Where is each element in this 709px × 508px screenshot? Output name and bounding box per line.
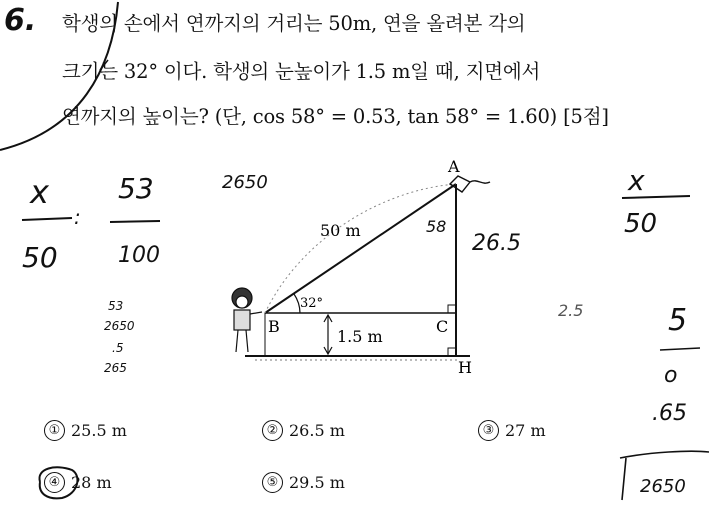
pen-arc <box>0 2 118 150</box>
student-icon <box>232 288 262 352</box>
hand-frac-den: 50 <box>22 241 58 274</box>
svg-text:2650: 2650 <box>104 319 135 333</box>
label-hypotenuse: 50 m <box>320 221 361 240</box>
choice-2-number: ② <box>262 420 283 441</box>
svg-text:5: 5 <box>668 303 688 338</box>
choice-3-number: ③ <box>478 420 499 441</box>
label-angle: 32° <box>300 296 324 311</box>
choice-2[interactable] <box>262 420 345 441</box>
choice-5[interactable] <box>262 472 345 493</box>
hand-equals: : <box>74 205 81 229</box>
svg-text:53: 53 <box>108 299 124 313</box>
hand-top-scribble: 2650 <box>222 172 268 193</box>
hand-right-frac-num: x <box>628 164 645 197</box>
question-number: 6. <box>4 3 37 38</box>
svg-text:265: 265 <box>104 361 127 375</box>
choice-4-number: ④ <box>44 472 65 493</box>
svg-text:o: o <box>664 363 678 388</box>
hand-frac-num: x <box>30 173 49 211</box>
hand-frac2-den: 100 <box>118 243 160 268</box>
choice-4[interactable] <box>44 472 112 493</box>
choice-2-text: 26.5 m <box>289 421 345 440</box>
hand-angle-note: 58 <box>426 217 447 236</box>
hand-mid-note: 2.5 <box>558 301 584 320</box>
hand-frac2-bar <box>110 221 160 222</box>
label-height: 1.5 m <box>337 327 383 346</box>
right-angle-c <box>448 305 456 313</box>
choice-1-text: 25.5 m <box>71 421 127 440</box>
choice-3-text: 27 m <box>505 421 546 440</box>
hand-scratch-left <box>104 299 135 375</box>
hand-frac-bar <box>22 218 72 220</box>
label-c: C <box>436 317 449 336</box>
label-a: A <box>448 157 460 176</box>
question-text-line-2: 크기는 32° 이다. 학생의 눈높이가 1.5 m일 때, 지면에서 <box>62 60 541 83</box>
choice-5-text: 29.5 m <box>289 473 345 492</box>
svg-text:.5: .5 <box>112 341 124 355</box>
choice-4-text: 28 m <box>71 473 112 492</box>
line-ba <box>265 184 456 313</box>
choice-3[interactable] <box>478 420 546 441</box>
hand-ac-note: 26.5 <box>472 231 521 256</box>
svg-text:2650: 2650 <box>640 476 686 497</box>
choice-5-number: ⑤ <box>262 472 283 493</box>
label-b: B <box>268 317 280 336</box>
question-text-line-3: 연까지의 높이는? (단, cos 58° = 0.53, tan 58° = 1.60) [5점] <box>62 105 609 128</box>
hand-frac2-num: 53 <box>118 172 154 205</box>
hand-right-frac-den: 50 <box>624 209 658 239</box>
hand-scratch-right <box>640 303 687 497</box>
label-h: H <box>458 358 472 377</box>
svg-text:.65: .65 <box>652 401 687 426</box>
choice-1[interactable] <box>44 420 127 441</box>
question-text-line-1: 학생의 손에서 연까지의 거리는 50m, 연을 올려본 각의 <box>62 12 526 35</box>
right-angle-h <box>448 348 456 356</box>
choice-1-number: ① <box>44 420 65 441</box>
